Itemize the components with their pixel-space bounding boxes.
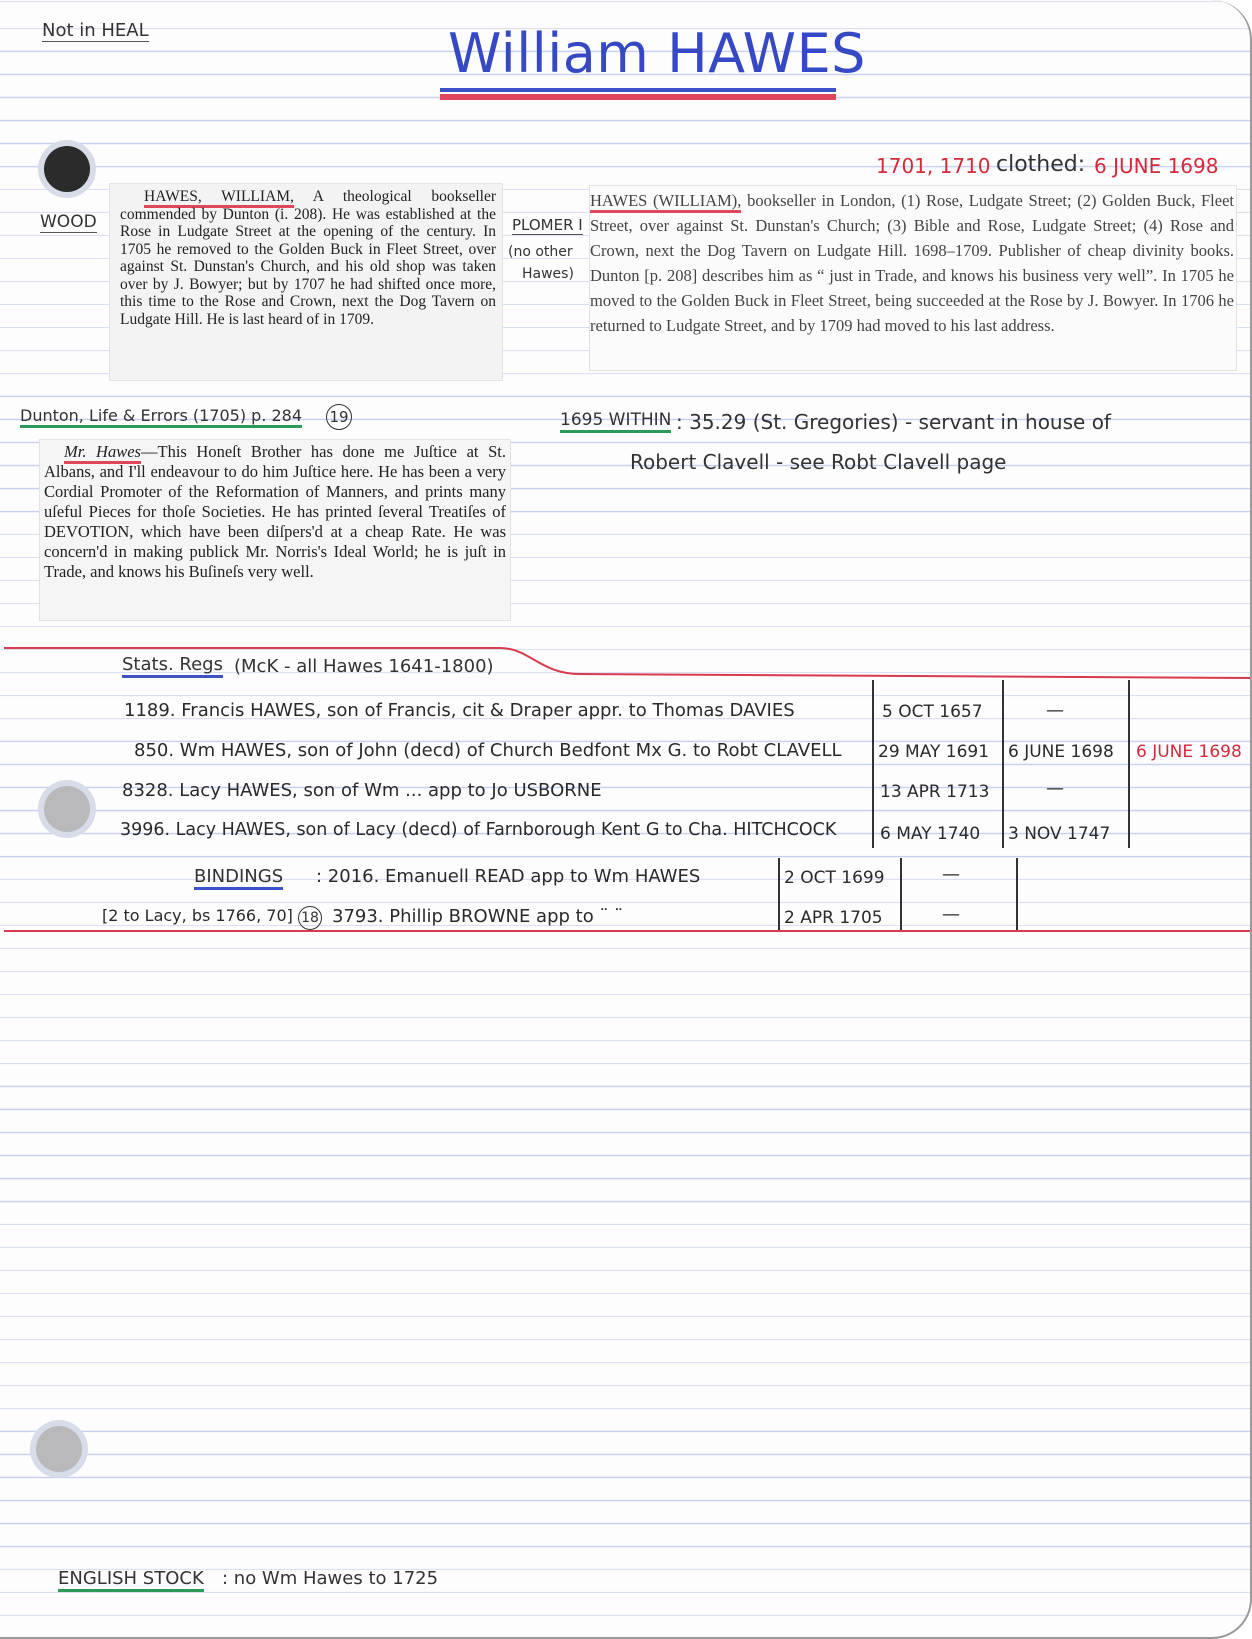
register-row-4-free: 3 NOV 1747 — [1008, 824, 1111, 844]
register-row-3-date: 13 APR 1713 — [880, 782, 990, 802]
title-underline-blue — [440, 88, 836, 92]
register-row-1-date: 5 OCT 1657 — [882, 702, 983, 722]
clothed-label: clothed: — [996, 152, 1086, 177]
register-row-2-extra: 6 JUNE 1698 — [1136, 742, 1242, 762]
binding-row-1-text: : 2016. Emanuell READ app to Wm HAWES — [316, 866, 701, 887]
binding-row-2-date: 2 APR 1705 — [784, 908, 883, 928]
english-stock-label: ENGLISH STOCK — [58, 1568, 204, 1592]
dunton-name: Mr. Hawes — [64, 442, 141, 464]
register-row-4-date: 6 MAY 1740 — [880, 824, 981, 844]
register-row-1-text: 1189. Francis HAWES, son of Francis, cit & Draper appr. to Thomas DAVIES — [124, 700, 795, 721]
within-line-2: Robert Clavell - see Robt Clavell page — [630, 450, 1007, 474]
column-line-2 — [1002, 680, 1004, 848]
register-row-4-text: 3996. Lacy HAWES, son of Lacy (decd) of Farnborough Kent G to Cha. HITCHCOCK — [120, 820, 837, 840]
within-line-1: : 35.29 (St. Gregories) - servant in house of — [676, 410, 1111, 434]
stats-label: Stats. Regs — [122, 654, 223, 678]
binding-column-line-1 — [778, 858, 780, 932]
binder-hole-middle — [44, 786, 90, 832]
binding-row-1-date: 2 OCT 1699 — [784, 868, 885, 888]
binding-column-line-3 — [1016, 858, 1018, 932]
plomer-name: HAWES (WILLIAM), — [590, 191, 741, 213]
title-underline-red — [440, 94, 836, 100]
plomer-text: bookseller in London, (1) Rose, Ludgate Street; (2) Golden Buck, Fleet Street, over against St. Dunstan's Church; (3) Bible and Rose, Ludgate Street; (4) Rose and Crown, next the Dog Tavern on Ludgate Hill. 1698–1709. Publisher of cheap divinity books. Dunton [p. 208] describes him as “ just in Trade, and knows his business very well”. In 1705 he moved to the Golden Buck in Fleet Street, being succeeded at the Rose by J. Bowyer. In 1706 he returned to Ludgate Street, and by 1709 had moved to his last address. — [590, 191, 1235, 335]
english-stock-text: : no Wm Hawes to 1725 — [222, 1568, 439, 1589]
binding-row-2-free: — — [942, 904, 960, 925]
dunton-label: Dunton, Life & Errors (1705) p. 284 — [20, 406, 302, 428]
lacy-note: [2 to Lacy, bs 1766, 70] — [102, 906, 293, 925]
register-row-1-free: — — [1046, 700, 1064, 721]
clothed-date: 6 JUNE 1698 — [1094, 154, 1219, 178]
register-row-3-free: — — [1046, 778, 1064, 799]
dunton-text: —This Honeſt Brother has done me Juſtice at St. Albans, and I'll endeavour to do him Juſtice here. He has been a very Cordial Promoter of the Reformation of Manners, and prints many uſeful Pieces for thoſe Societies. He has printed ſeveral Treatiſes of DEVOTION, which have been diſpers'd at a cheap Rate. He was concern'd in making publick Mr. Norris's Ideal World; he is juſt in Trade, and knows his Buſineſs very well. — [44, 442, 506, 581]
register-row-2-free: 6 JUNE 1698 — [1008, 742, 1114, 762]
plomer-note-2: Hawes) — [522, 266, 574, 282]
wood-label: WOOD — [40, 212, 97, 232]
register-row-2-text: 850. Wm HAWES, son of John (decd) of Church Bedfont Mx G. to Robt CLAVELL — [134, 740, 842, 761]
wood-text: A theological bookseller commended by Dunton (i. 208). He was established at the Rose in Ludgate Street at the opening of the century. In 1705 he removed to the Golden Buck in Fleet Street, over against St. Dunstan's Church, and his old shop was taken over by J. Bowyer; but by 1707 he had shifted once more, this time to the Rose and Crown, next the Dog Tavern on Ludgate Hill. He is last heard of in 1709. — [120, 188, 496, 328]
dates-note: 1701, 1710 — [876, 154, 991, 178]
column-line-1 — [872, 680, 874, 848]
not-in-heal-note: Not in HEAL — [42, 20, 149, 41]
register-row-3-text: 8328. Lacy HAWES, son of Wm ... app to Jo USBORNE — [122, 780, 602, 801]
dunton-clipping — [40, 440, 510, 620]
dunton-circle-number: 19 — [326, 404, 352, 430]
plomer-label: PLOMER I — [512, 216, 583, 234]
register-row-2-date: 29 MAY 1691 — [878, 742, 990, 762]
bindings-label: BINDINGS — [194, 866, 283, 890]
plomer-note-1: (no other — [508, 244, 573, 260]
plomer-clipping — [590, 186, 1236, 370]
binding-row-1-free: — — [942, 864, 960, 885]
wood-clipping — [110, 184, 502, 380]
binding-circle-number: 18 — [298, 906, 322, 930]
stats-note: (McK - all Hawes 1641-1800) — [234, 656, 494, 677]
within-label: 1695 WITHIN — [560, 410, 671, 433]
stats-bottom-divider — [4, 930, 1250, 932]
binder-hole-top — [44, 146, 90, 192]
column-line-3 — [1128, 680, 1130, 848]
binding-column-line-2 — [900, 858, 902, 932]
binding-row-2-text: 3793. Phillip BROWNE app to ¨ ¨ — [332, 906, 624, 927]
page-title: William HAWES — [448, 22, 866, 85]
binder-hole-bottom — [36, 1426, 82, 1472]
wood-name: HAWES, WILLIAM, — [144, 188, 294, 208]
